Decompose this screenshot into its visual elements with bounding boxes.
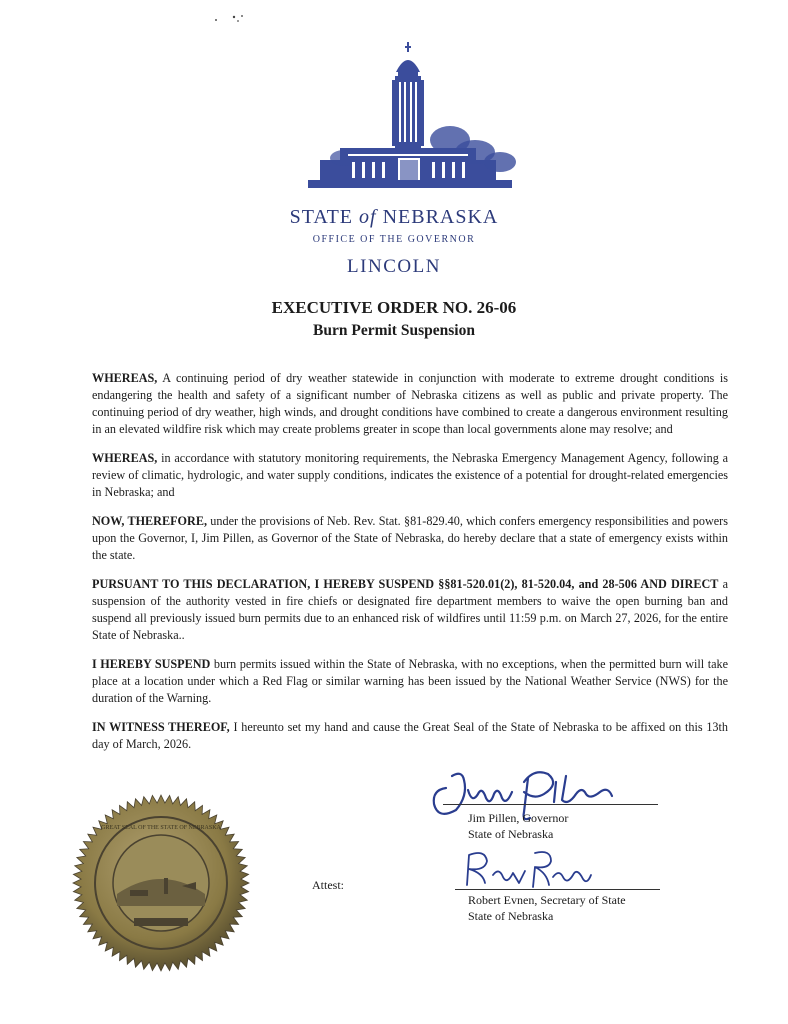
paragraph-text: a suspension of the authority vested in fire chiefs or designated fire department members to waive the open burning ban and suspend all previously issued burn permits due to an enhanced risk of wildfires until 11:59 p.m. on March 27, 2026, for the entire State of Nebraska.. bbox=[92, 577, 728, 642]
governor-block bbox=[468, 810, 568, 842]
secretary-block bbox=[468, 892, 626, 924]
order-subtitle: Burn Permit Suspension bbox=[313, 322, 475, 339]
secretary-state: State of Nebraska bbox=[468, 909, 554, 923]
secretary-signature bbox=[455, 845, 595, 895]
paragraph-suspend bbox=[92, 656, 728, 707]
paragraph-text: in accordance with statutory monitoring requirements, the Nebraska Emergency Management Agency, following a review of climatic, hydrologic, and water supply conditions, indicates the existence of a potential for drought-related emergencies in Nebraska; and bbox=[92, 451, 728, 499]
state-title bbox=[0, 206, 788, 229]
paragraph-lead: I HEREBY SUSPEND bbox=[92, 657, 211, 671]
paragraph-text: I hereunto set my hand and cause the Great Seal of the State of Nebraska to be affixed on this 13th day of March, 2026. bbox=[92, 720, 728, 751]
paragraph-whereas-1 bbox=[92, 370, 728, 438]
order-body bbox=[92, 370, 728, 765]
governor-signature-line bbox=[443, 804, 658, 805]
seal-inscription: GREAT SEAL OF THE STATE OF NEBRASKA bbox=[101, 825, 221, 831]
governor-state: State of Nebraska bbox=[468, 827, 554, 841]
paragraph-lead: WHEREAS, bbox=[92, 451, 158, 465]
paragraph-text: under the provisions of Neb. Rev. Stat. §81-829.40, which confers emergency responsibilities and powers upon the Governor, I, Jim Pillen, as Governor of the State of Nebraska, do hereby declare that a state of emergency exists within the state. bbox=[92, 514, 728, 562]
attest-label: Attest: bbox=[312, 878, 344, 892]
city-title: LINCOLN bbox=[347, 256, 441, 277]
great-seal-emblem bbox=[72, 794, 250, 972]
order-title: EXECUTIVE ORDER NO. 26-06 bbox=[271, 298, 517, 317]
paragraph-text: A continuing period of dry weather statewide in conjunction with moderate to extreme drought conditions is endangering the health and safety of a significant number of Nebraska citizens as well as public and private property. The continuing period of dry weather, high winds, and drought conditions have combined to create a dangerous environment resulting in an elevated wildfire risk which may create problems greater in scope than local governments alone may resolve; and bbox=[92, 371, 728, 436]
paragraph-whereas-2 bbox=[92, 450, 728, 501]
secretary-name: Robert Evnen, Secretary of State bbox=[468, 893, 626, 907]
secretary-signature-line bbox=[455, 889, 660, 890]
paragraph-pursuant bbox=[92, 576, 728, 644]
office-title: OFFICE OF THE GOVERNOR bbox=[312, 234, 476, 245]
paragraph-lead: WHEREAS, bbox=[92, 371, 158, 385]
paragraph-witness bbox=[92, 719, 728, 753]
scan-speck-marks bbox=[212, 10, 252, 30]
state-title-prefix: STATE bbox=[289, 206, 354, 228]
paragraph-lead: NOW, THEREFORE, bbox=[92, 514, 208, 528]
capitol-building-emblem bbox=[300, 40, 520, 195]
paragraph-text: burn permits issued within the State of Nebraska, with no exceptions, when the permitted burn will take place at a location under which a Red Flag or similar warning has been issued by the National Weather Service (NWS) for the duration of the Warning. bbox=[92, 657, 728, 705]
state-title-name: NEBRASKA bbox=[382, 206, 499, 228]
state-title-of: of bbox=[359, 206, 377, 228]
paragraph-now-therefore bbox=[92, 513, 728, 564]
governor-name: Jim Pillen, Governor bbox=[468, 811, 569, 825]
paragraph-lead: PURSUANT TO THIS DECLARATION, I HEREBY SUSPEND §§81-520.01(2), 81-520.04, and 28-506 AND DIRECT bbox=[92, 577, 719, 591]
paragraph-lead: IN WITNESS THEREOF, bbox=[92, 720, 230, 734]
